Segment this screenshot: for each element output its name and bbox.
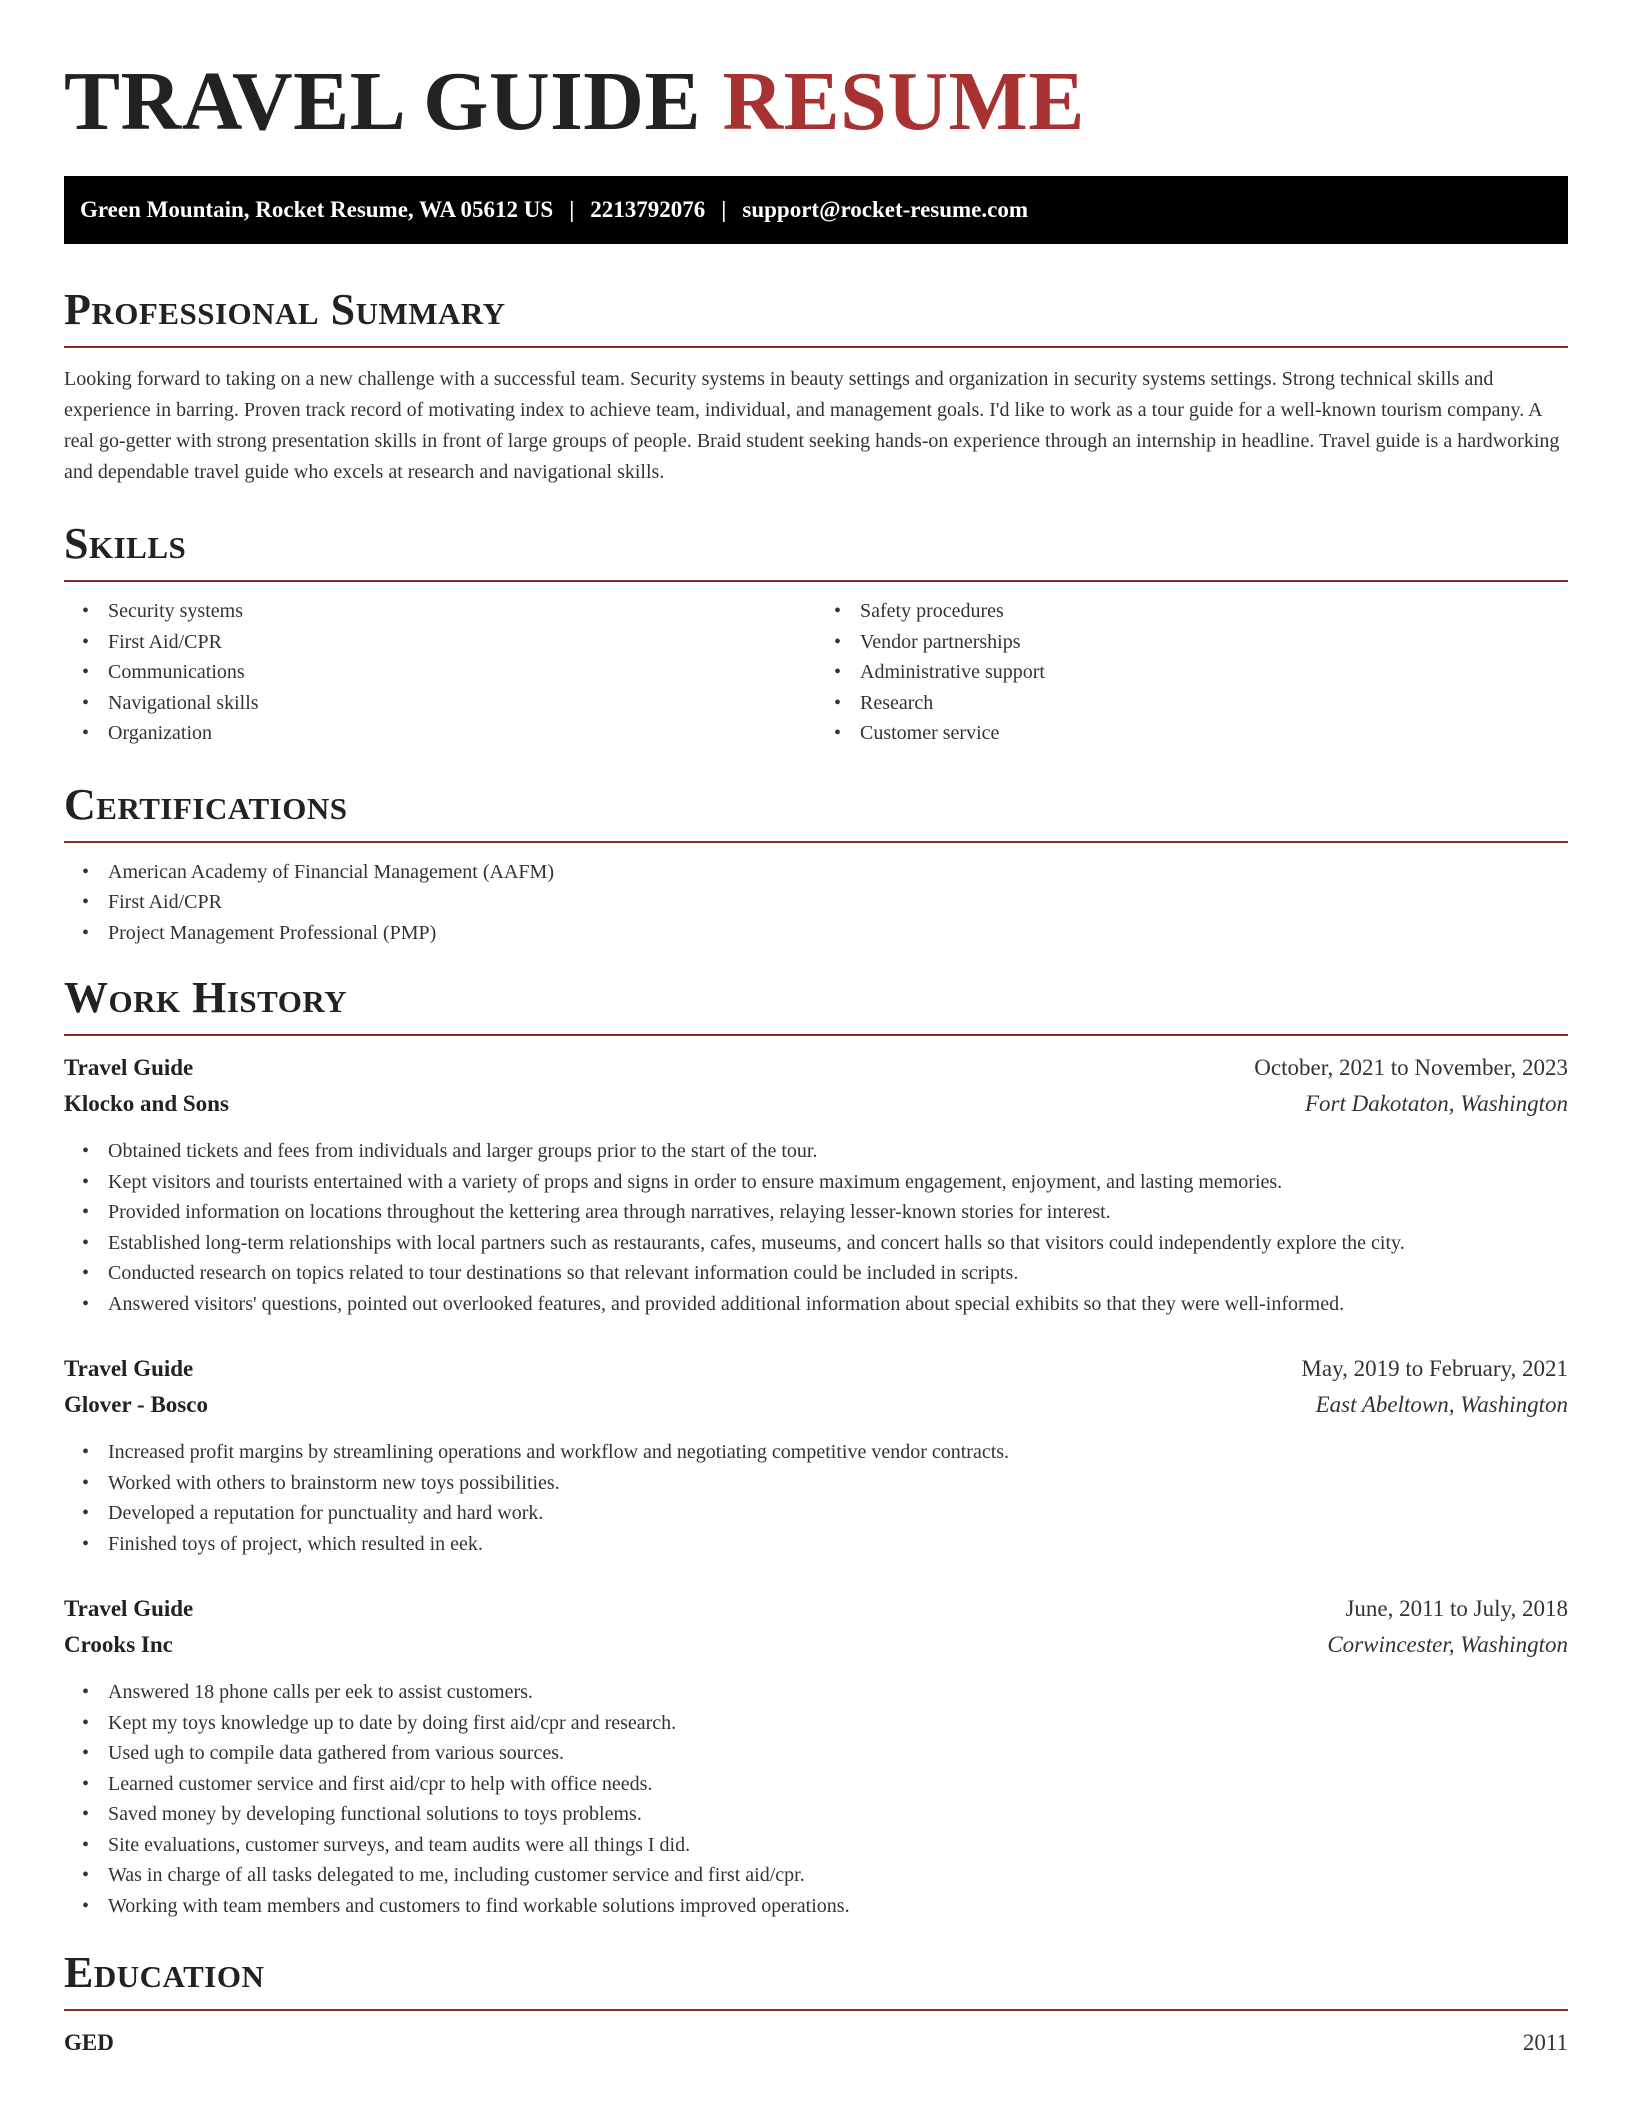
work-history-heading: Work History: [64, 970, 1568, 1036]
job-duty-item: • Was in charge of all tasks delegated to me, including customer service and first aid/cpr.: [108, 1860, 1568, 1891]
job-duty-item: • Learned customer service and first aid/cpr to help with office needs.: [108, 1769, 1568, 1800]
job-header-row: [64, 1050, 1568, 1086]
job-dates: May, 2019 to February, 2021: [1301, 1356, 1568, 1381]
job-duty-item: • Developed a reputation for punctuality and hard work.: [108, 1498, 1568, 1529]
education-entry: [64, 2025, 1568, 2061]
job-header-row: [64, 1591, 1568, 1627]
job-duty-item: • Answered 18 phone calls per eek to assist customers.: [108, 1677, 1568, 1708]
education-row: [64, 2025, 1568, 2061]
job-company: Glover - Bosco: [64, 1392, 208, 1417]
job-duty-item: • Finished toys of project, which resulted in eek.: [108, 1529, 1568, 1560]
job-company-row: [64, 1086, 1568, 1122]
job-duty-item: • Saved money by developing functional solutions to toys problems.: [108, 1799, 1568, 1830]
contact-separator: |: [569, 197, 575, 222]
job-title: Travel Guide: [64, 1055, 194, 1080]
certification-item: • American Academy of Financial Management (AAFM): [108, 857, 1568, 888]
education-year: 2011: [1522, 2030, 1568, 2055]
job-entry: [64, 1351, 1568, 1559]
job-duty-item: • Kept my toys knowledge up to date by doing first aid/cpr and research.: [108, 1708, 1568, 1739]
skills-heading: Skills: [64, 516, 1568, 582]
skill-item: • First Aid/CPR: [108, 627, 816, 658]
skill-item: • Customer service: [860, 718, 1568, 749]
certification-item: • Project Management Professional (PMP): [108, 918, 1568, 949]
job-duty-item: • Worked with others to brainstorm new toys possibilities.: [108, 1468, 1568, 1499]
skill-item: • Communications: [108, 657, 816, 688]
job-company-row: [64, 1627, 1568, 1663]
job-duty-item: • Established long-term relationships with local partners such as restaurants, cafes, museums, and concert halls so that visitors could independently explore the city.: [108, 1228, 1568, 1259]
job-header-row: [64, 1351, 1568, 1387]
skill-item: • Vendor partnerships: [860, 627, 1568, 658]
skill-item: • Administrative support: [860, 657, 1568, 688]
skill-item: • Safety procedures: [860, 596, 1568, 627]
job-duty-item: • Provided information on locations throughout the kettering area through narratives, relaying lesser-known stories for interest.: [108, 1197, 1568, 1228]
skill-item: • Security systems: [108, 596, 816, 627]
skills-column-right: [816, 596, 1568, 749]
summary-heading: Professional Summary: [64, 282, 1568, 348]
contact-email[interactable]: support@rocket-resume.com: [742, 197, 1029, 222]
contact-phone[interactable]: 2213792076: [590, 197, 706, 222]
skills-list: [64, 596, 1568, 749]
job-dates: October, 2021 to November, 2023: [1254, 1055, 1568, 1080]
job-duty-item: • Answered visitors' questions, pointed out overlooked features, and provided additional information about special exhibits so that they were well-informed.: [108, 1289, 1568, 1320]
job-location: East Abeltown, Washington: [1315, 1392, 1568, 1417]
job-duty-item: • Kept visitors and tourists entertained with a variety of props and signs in order to ensure maximum engagement, enjoyment, and lasting memories.: [108, 1167, 1568, 1198]
contact-bar: [64, 176, 1568, 244]
title-main: TRAVEL GUIDE: [64, 55, 701, 148]
job-dates: June, 2011 to July, 2018: [1345, 1596, 1568, 1621]
job-entry: [64, 1591, 1568, 1921]
job-duty-item: • Conducted research on topics related to tour destinations so that relevant information could be included in scripts.: [108, 1258, 1568, 1289]
education-heading: Education: [64, 1945, 1568, 2011]
contact-address: Green Mountain, Rocket Resume, WA 05612 US: [80, 197, 554, 222]
job-location: Fort Dakotaton, Washington: [1304, 1091, 1568, 1116]
certifications-list: [64, 857, 1568, 949]
job-company-row: [64, 1387, 1568, 1423]
job-duties: [64, 1437, 1568, 1559]
job-company: Klocko and Sons: [64, 1091, 229, 1116]
job-duties: [64, 1136, 1568, 1319]
job-duty-item: • Site evaluations, customer surveys, and team audits were all things I did.: [108, 1830, 1568, 1861]
skills-column-left: [64, 596, 816, 749]
skill-item: • Organization: [108, 718, 816, 749]
job-duty-item: • Working with team members and customers to find workable solutions improved operations.: [108, 1891, 1568, 1922]
job-entry: [64, 1050, 1568, 1319]
title-accent: RESUME: [722, 55, 1085, 148]
education-degree: GED: [64, 2030, 114, 2055]
skill-item: • Research: [860, 688, 1568, 719]
summary-text: Looking forward to taking on a new challenge with a successful team. Security systems in beauty settings and organization in security systems settings. Strong technical skills and experience in barring. Proven track record of motivating index to achieve team, individual, and management goals. I'd like to work as a tour guide for a well-known tourism company. A real go-getter with strong presentation skills in front of large groups of people. Braid student seeking hands-on experience through an internship in headline. Travel guide is a hardworking and dependable travel guide who excels at research and navigational skills.: [64, 368, 1560, 483]
certifications-heading: Certifications: [64, 777, 1568, 843]
job-title: Travel Guide: [64, 1356, 194, 1381]
certification-item: • First Aid/CPR: [108, 887, 1568, 918]
job-duties: [64, 1677, 1568, 1921]
resume-title: [64, 0, 1568, 176]
skill-item: • Navigational skills: [108, 688, 816, 719]
contact-separator: |: [721, 197, 727, 222]
job-title: Travel Guide: [64, 1596, 194, 1621]
job-location: Corwincester, Washington: [1327, 1632, 1568, 1657]
job-company: Crooks Inc: [64, 1632, 173, 1657]
job-duty-item: • Increased profit margins by streamlining operations and workflow and negotiating competitive vendor contracts.: [108, 1437, 1568, 1468]
job-duty-item: • Obtained tickets and fees from individuals and larger groups prior to the start of the tour.: [108, 1136, 1568, 1167]
job-duty-item: • Used ugh to compile data gathered from various sources.: [108, 1738, 1568, 1769]
